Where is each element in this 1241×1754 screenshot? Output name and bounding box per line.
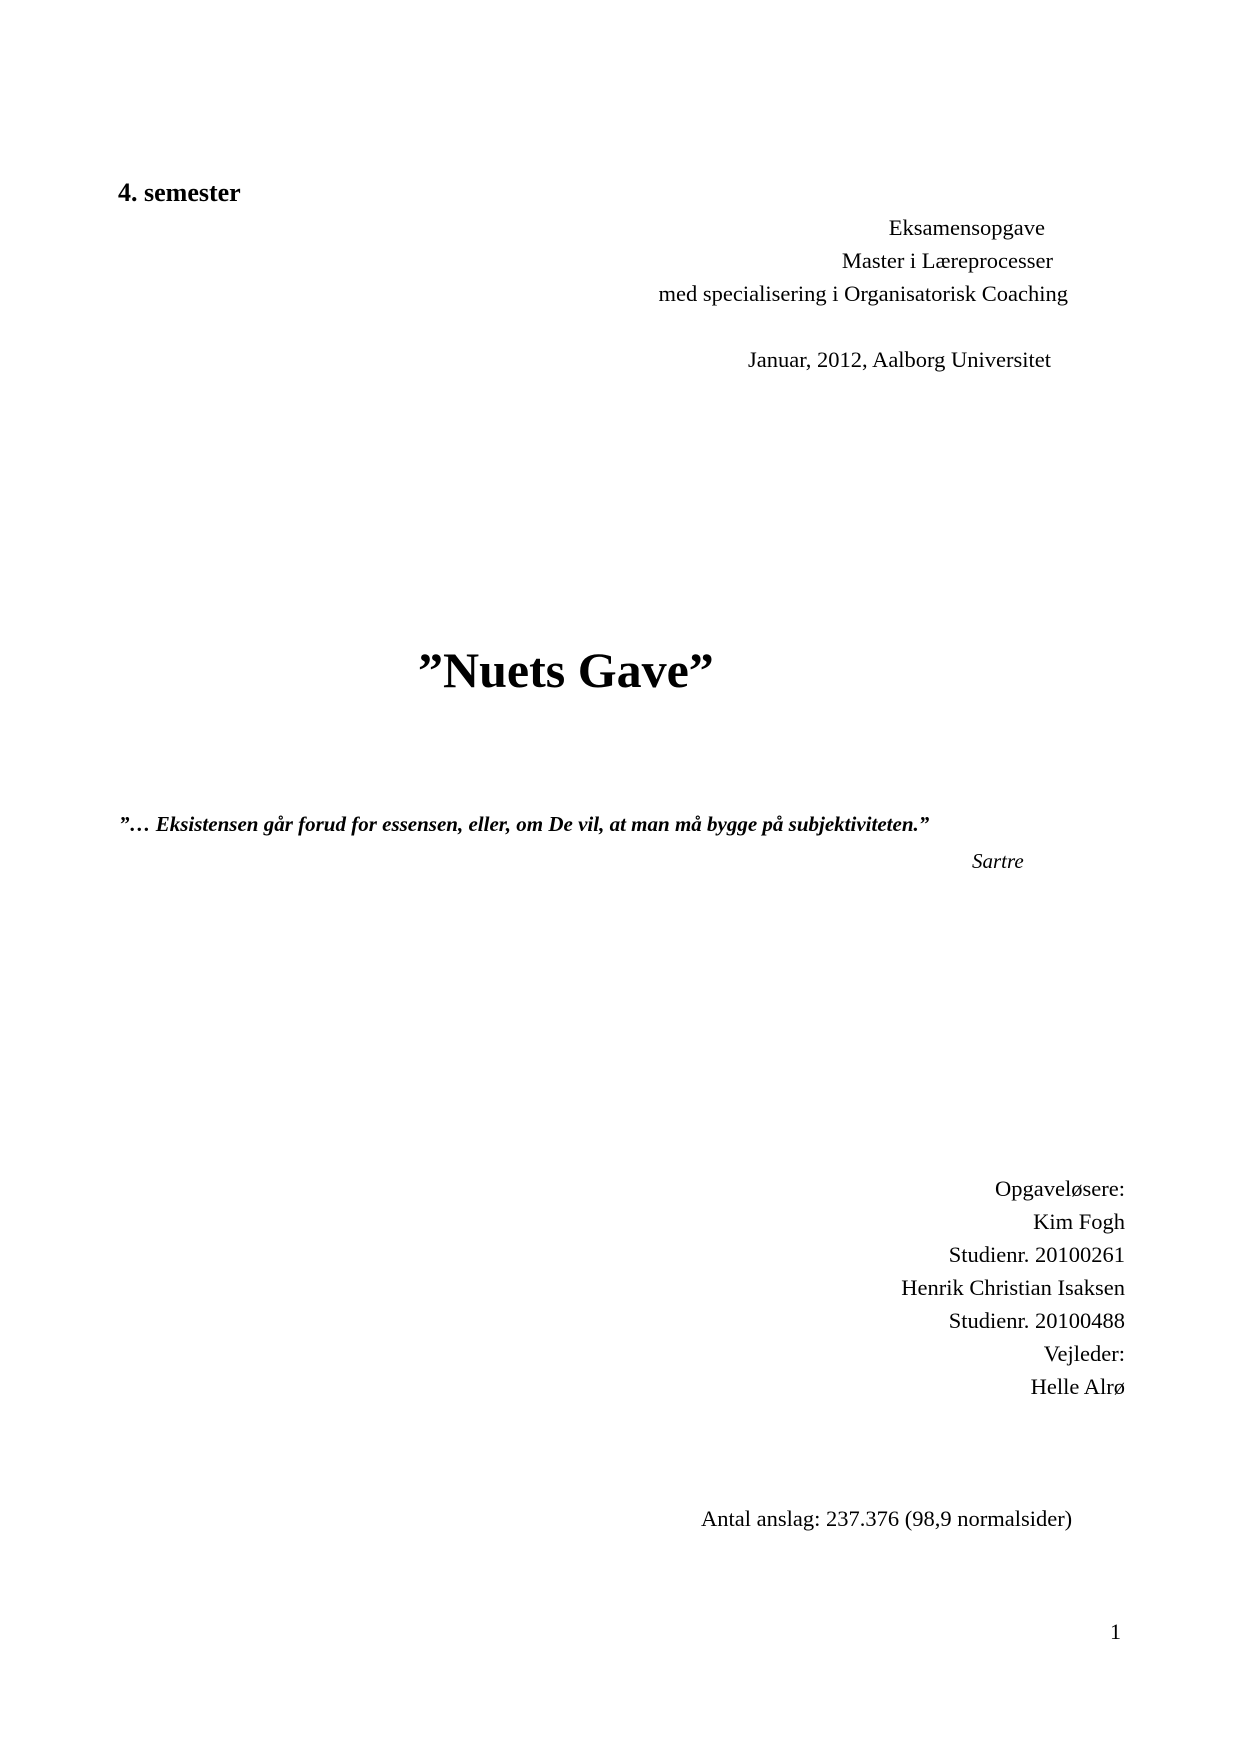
character-count: Antal anslag: 237.376 (98,9 normalsider) [701, 1506, 1073, 1531]
exam-date-institution: Januar, 2012, Aalborg Universitet [747, 347, 1051, 372]
author-name: Kim Fogh [1033, 1209, 1125, 1234]
author-student-number: Studienr. 20100261 [948, 1242, 1125, 1267]
epigraph-author: Sartre [972, 849, 1024, 873]
page-number: 1 [1110, 1619, 1121, 1644]
epigraph-quote: ”… Eksistensen går forud for essensen, eller, om De vil, at man må bygge på subjektiviteten.” [119, 812, 930, 836]
supervisor-name: Helle Alrø [1030, 1374, 1125, 1399]
authors-label: Opgaveløsere: [995, 1176, 1125, 1201]
supervisor-label: Vejleder: [1043, 1341, 1125, 1366]
author-name: Henrik Christian Isaksen [901, 1275, 1125, 1300]
authors-block [901, 1172, 1125, 1403]
semester-heading: 4. semester [118, 178, 241, 207]
author-student-number: Studienr. 20100488 [948, 1308, 1125, 1333]
exam-program: Master i Læreprocesser [841, 248, 1053, 273]
exam-specialization: med specialisering i Organisatorisk Coaching [658, 281, 1068, 306]
exam-type: Eksamensopgave [888, 215, 1045, 240]
document-title: ”Nuets Gave” [418, 642, 714, 698]
